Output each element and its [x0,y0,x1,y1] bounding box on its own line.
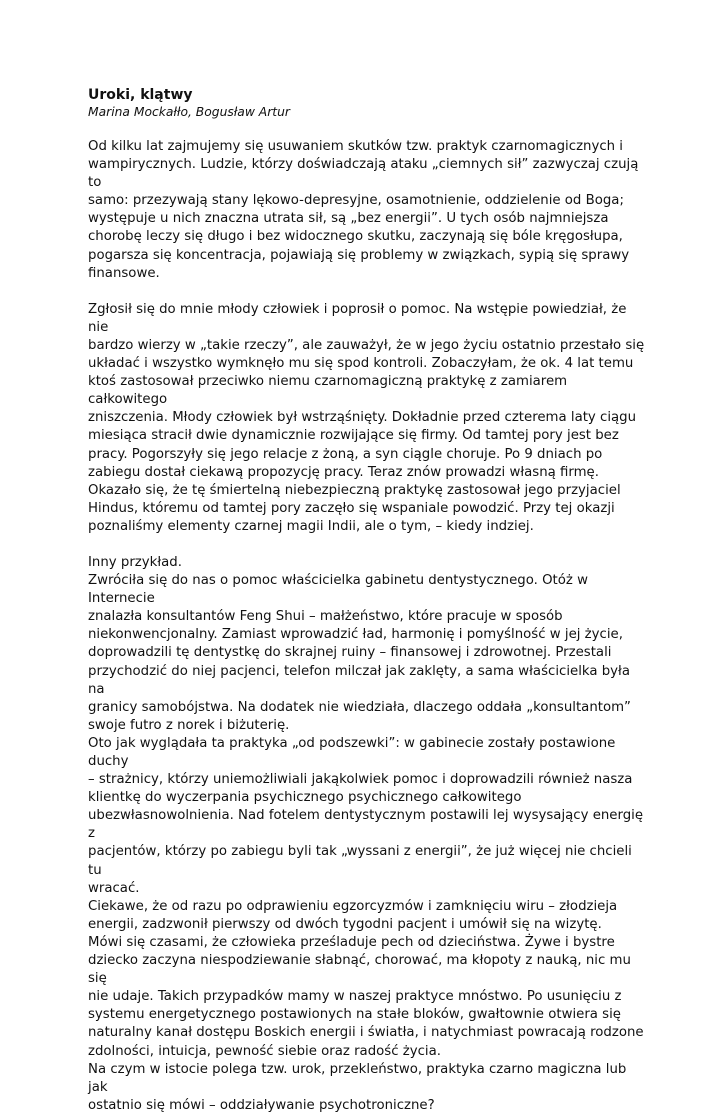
paragraph-gap [88,283,648,301]
paragraph-case-young-man: Zgłosił się do mnie młody człowiek i poprosił o pomoc. Na wstępie powiedział, że nie bardzo wierzy w „takie rzeczy”, ale zauważył, że w jego życiu ostatnio przestało się układać i wszystko wymknęło mu się spod kontroli. Zobaczyłam, że ok. 4 lat temu ktoś zastosował przeciwko niemu czarnomagiczną praktykę z zamiarem całkowitego zniszczenia. Młody człowiek był wstrząśnięty. Dokładnie przed czterema laty ciągu miesiąca stracił dwie dynamicznie rozwijające się firmy. Od tamtej pory jest bez pracy. Pogorszyły się jego relacje z żoną, a syn ciągle choruje. Po 9 dniach po zabiegu dostał ciekawą propozycję pracy. Teraz znów prowadzi własną firmę. Okazało się, że tę śmiertelną niebezpieczną praktykę zastosował jego przyjaciel Hindus, któremu od tamtej pory zaczęło się wspaniale powodzić. Przy tej okazji poznaliśmy elementy czarnej magii Indii, ale o tym, – kiedy indziej. [88,301,645,534]
paragraph-gap [88,536,648,554]
document-page [88,86,648,1115]
paragraph-case-dentist: Inny przykład. Zwróciła się do nas o pomoc właścicielka gabinetu dentystycznego. Otóż w Internecie znalazła konsultantów Feng Shui – małżeństwo, które pracuje w sposób niekonwencjonalny. Zamiast wprowadzić ład, harmonię i pomyślność w jej życie, doprowadzili tę dentystkę do skrajnej ruiny – finansowej i zdrowotnej. Przestali przychodzić do niej pacjenci, telefon milczał jak zaklęty, a sama właścicielka była na granicy samobójstwa. Na dodatek nie wiedziała, dlaczego oddała „konsultantom” swoje futro z norek i biżuterię. Oto jak wyglądała ta praktyka „od podszewki”: w gabinecie zostały postawione duchy – strażnicy, którzy uniemożliwiali jakąkolwiek pomoc i doprowadzili również nasza klientkę do wyczerpania psychicznego psychicznego całkowitego ubezwłasnowolnienia. Nad fotelem dentystycznym postawili lej wysysający energię z pacjentów, którzy po zabiegu byli tak „wyssani z energii”, że już więcej nie chcieli tu wracać. Ciekawe, że od razu po odprawieniu egzorcyzmów i zamknięciu wiru – złodzieja energii, zadzwonił pierwszy od dwóch tygodni pacjent i umówił się na wizytę. Mówi się czasami, że człowieka prześladuje pech od dzieciństwa. Żywe i bystre dziecko zaczyna niespodziewanie słabnąć, chorować, ma kłopoty z nauką, nic mu się nie udaje. Takich przypadków mamy w naszej praktyce mnóstwo. Po usunięciu z systemu energetycznego postawionych na stałe bloków, gwałtownie otwiera się naturalny kanał dostępu Boskich energii i światła, i natychmiast powracają rodzone zdolności, intuicja, pewność siebie oraz radość życia. Na czym w istocie polega tzw. urok, przekleństwo, praktyka czarno magiczna lub jak ostatnio się mówi – oddziaływanie psychotroniczne? [88,554,644,1113]
paragraph-intro: Od kilku lat zajmujemy się usuwaniem skutków tzw. praktyk czarnomagicznych i wampirycznych. Ludzie, którzy doświadczają ataku „ciemnych sił” zazwyczaj czują to samo: przezywają stany lękowo-depresyjne, osamotnienie, oddzielenie od Boga; występuje u nich znaczna utrata sił, są „bez energii”. U tych osób najmniejsza chorobę leczy się długo i bez widocznego skutku, zaczynają się bóle kręgosłupa, pogarsza się koncentracja, pojawiają się problemy w związkach, sypią się sprawy finansowe. [88,139,639,281]
document-title: Uroki, klątwy [88,87,193,103]
document-authors: Marina Mockałło, Bogusław Artur [88,105,290,119]
